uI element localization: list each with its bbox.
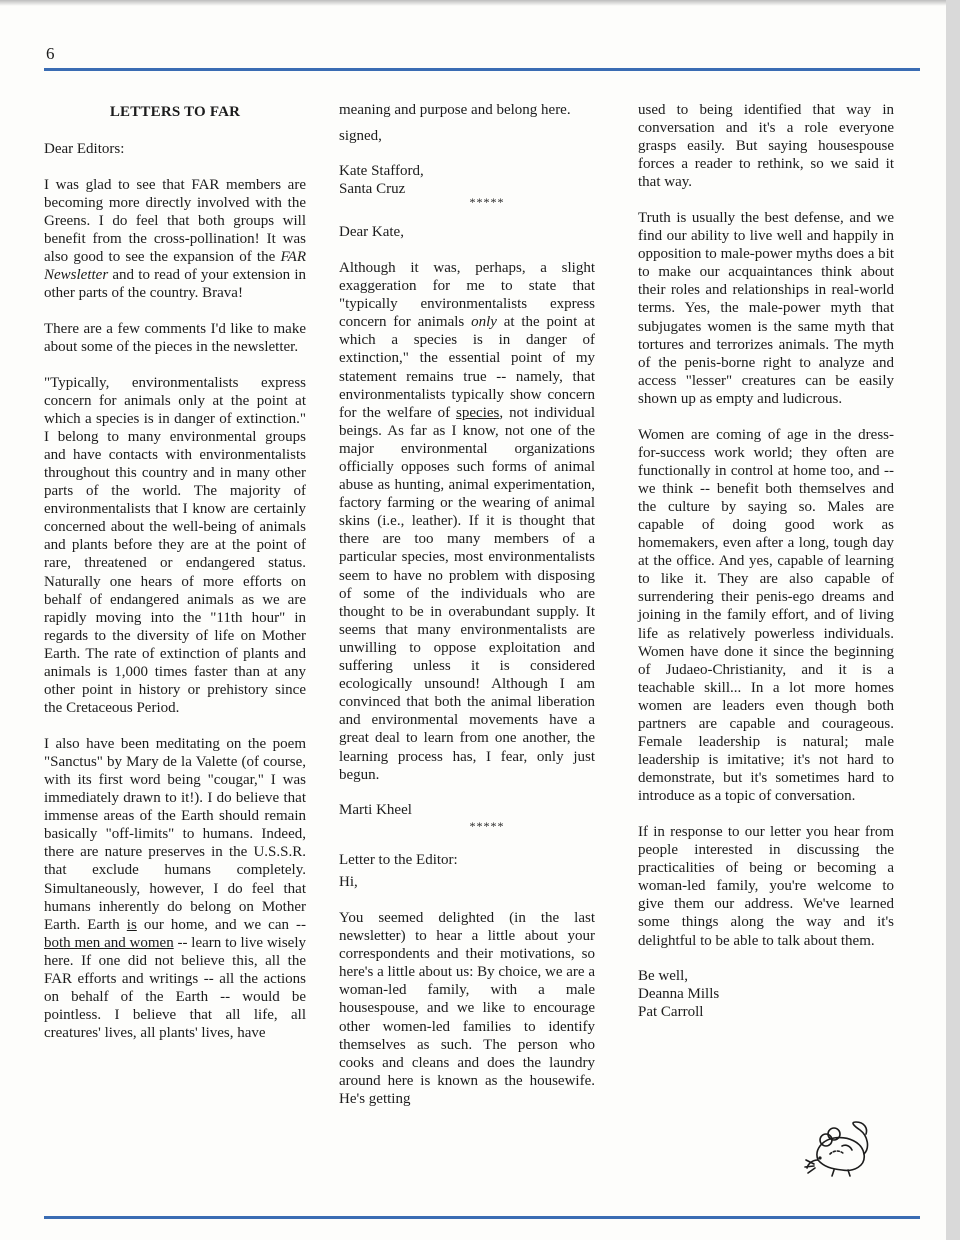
paragraph: used to being identified that way in conversation and it's a role everyone grasps easily. But saying housespouse forces a reader to rethink, so we said it that way. — [638, 102, 894, 191]
salutation: Dear Editors: — [44, 141, 125, 158]
newsletter-title: FAR Newsletter — [44, 249, 306, 284]
paragraph: If in response to our letter you hear from people interested in discussing the practicalities of being or becoming a woman-led family, you're welcome to give them our address. We've learned some things along the way and it's delightful to be able to talk about them. — [638, 823, 894, 949]
paragraph: There are a few comments I'd like to make about some of the pieces in the newsletter. — [44, 320, 306, 355]
mouse-illustration-icon — [804, 1120, 870, 1178]
scan-shadow — [0, 0, 946, 6]
column-2 — [339, 101, 595, 1108]
column-1 — [44, 100, 306, 1042]
paragraph: Although it was, perhaps, a slight exaggeration for me to state that "typically environmentalists express concern for animals only at the point at which a species is in danger of extinction," the essential point of my statement remains true -- namely, that environmentalists typically show concern for the welfare of species, not individual beings. As far as I know, not one of the major environmental organizations officially opposes such forms of animal abuse as hunting, animal experimentation, factory farming or the wearing of animal skins (i.e., leather). If it is thought that there are too many members of a particular species, most environmentalists seem to have no problem with disposing of some of the individuals who are thought to be in overabundant supply. It seems that many environmentalists are unwilling to oppose exploitation and suffering unless it is considered ecologically unsound! Although I am convinced that both the animal liberation and environmental movements have a great deal to learn from one another, the learning process has, I fear, only just begun. — [339, 259, 596, 783]
separator-stars: ***** — [469, 195, 505, 210]
salutation: Dear Kate, — [339, 224, 404, 241]
closing-block — [638, 967, 894, 1021]
section-heading: LETTERS TO FAR — [109, 104, 241, 120]
paragraph: I was glad to see that FAR members are becoming more directly involved with the Greens. I do feel that both groups will benefit from the cross-pollination! It was also good to see the expansion of the FAR Newsletter and to read of your extension in other parts of the country. Brava! — [44, 176, 306, 302]
closing: Be well, — [638, 968, 688, 985]
bottom-rule — [44, 1216, 920, 1219]
signature-block — [339, 162, 595, 198]
signature-name: Kate Stafford, — [339, 163, 424, 180]
salutation: Hi, — [339, 874, 358, 891]
paragraph: I also have been meditating on the poem "Sanctus" by Mary de la Valette (of course, with its first word being "cougar," I was immediately drawn to it!). I do believe that immense areas of the Earth should remain basically "off-limits" to humans. Indeed, there are nature preserves in the U.S.S.R. that exclude humans completely. Simultaneously, however, I do feel that humans inherently do belong on Mother Earth. Earth is our home, and we can -- both men and women -- learn to live wisely here. If one did not believe this, all the FAR efforts and writings -- all the actions on behalf of the Earth -- would be pointless. I believe that all life, all creatures' lives, all plants' lives, have — [44, 735, 307, 1042]
signed-label: signed, — [339, 128, 382, 145]
page-number: 6 — [46, 44, 55, 63]
paragraph: You seemed delighted (in the last newsletter) to hear a little about your correspondents and their motivations, so here's a little about us: By choice, we are a woman-led family, with a male housespouse, and we like to encourage other women-led families to identify themselves as such. The person who cooks and cleans and does the laundry around here is known as the housewife. He's getting — [339, 909, 595, 1107]
letter-heading: Letter to the Editor: — [339, 852, 458, 869]
paragraph: Women are coming of age in the dress-for-success work world; they often are functionally in control at home too, and -- we think -- benefit both themselves and the culture by saying so. Males are capable of doing good work as homemakers, even after a long, tough day at the office. And yes, capable of learning to like it. They are also capable of surrendering their penis-ego dreams and joining in the family effort, and of living life as relatively powerless individuals. Women have done it since the beginning of Judaeo-Christianity, and it is a teachable skill... In a lot more homes women are leaders even though both partners are capable and courageous. Female leadership is natural; male leadership is imitative; it's not hard to demonstrate, but it's sometimes hard to introduce as a topic of conversation. — [638, 426, 894, 805]
signoff: Marti Kheel — [339, 802, 412, 819]
signature-name: Pat Carroll — [638, 1004, 704, 1021]
paragraph: Truth is usually the best defense, and we find our ability to live well and happily in opposition to male-power myths does a bit to make our acquaintances think about their roles and relationships in real-world terms. Yes, the male-power myth that subjugates women is the same myth that tortures and terrorizes animals. The myth of the penis-borne right to analyze and access "lesser" creatures can be easily shown up as empty and ludicrous. — [638, 209, 894, 407]
paragraph: "Typically, environmentalists express concern for animals only at the point at which a species is in danger of extinction." I belong to many environmental groups and have contacts with environmentalists throughout this country and in many other parts of the world. The majority of environmentalists that I know are certainly concerned about the well-being of animals and plants before they are at the point of rare, threatened or endangered status. Naturally one hears of more efforts on behalf of endangered animals as we are rapidly moving into the "11th hour" in regards to the diversity of life on Mother Earth. The rate of extinction of plants and animals is 1,000 times faster than at any other point in history or prehistory since the Cretaceous Period. — [44, 374, 306, 717]
top-rule — [44, 68, 920, 71]
signature-name: Deanna Mills — [638, 986, 720, 1003]
signature-place: Santa Cruz — [339, 181, 406, 198]
paragraph: meaning and purpose and belong here. — [339, 102, 571, 118]
column-3 — [638, 101, 894, 1021]
separator-stars: ***** — [469, 819, 505, 834]
